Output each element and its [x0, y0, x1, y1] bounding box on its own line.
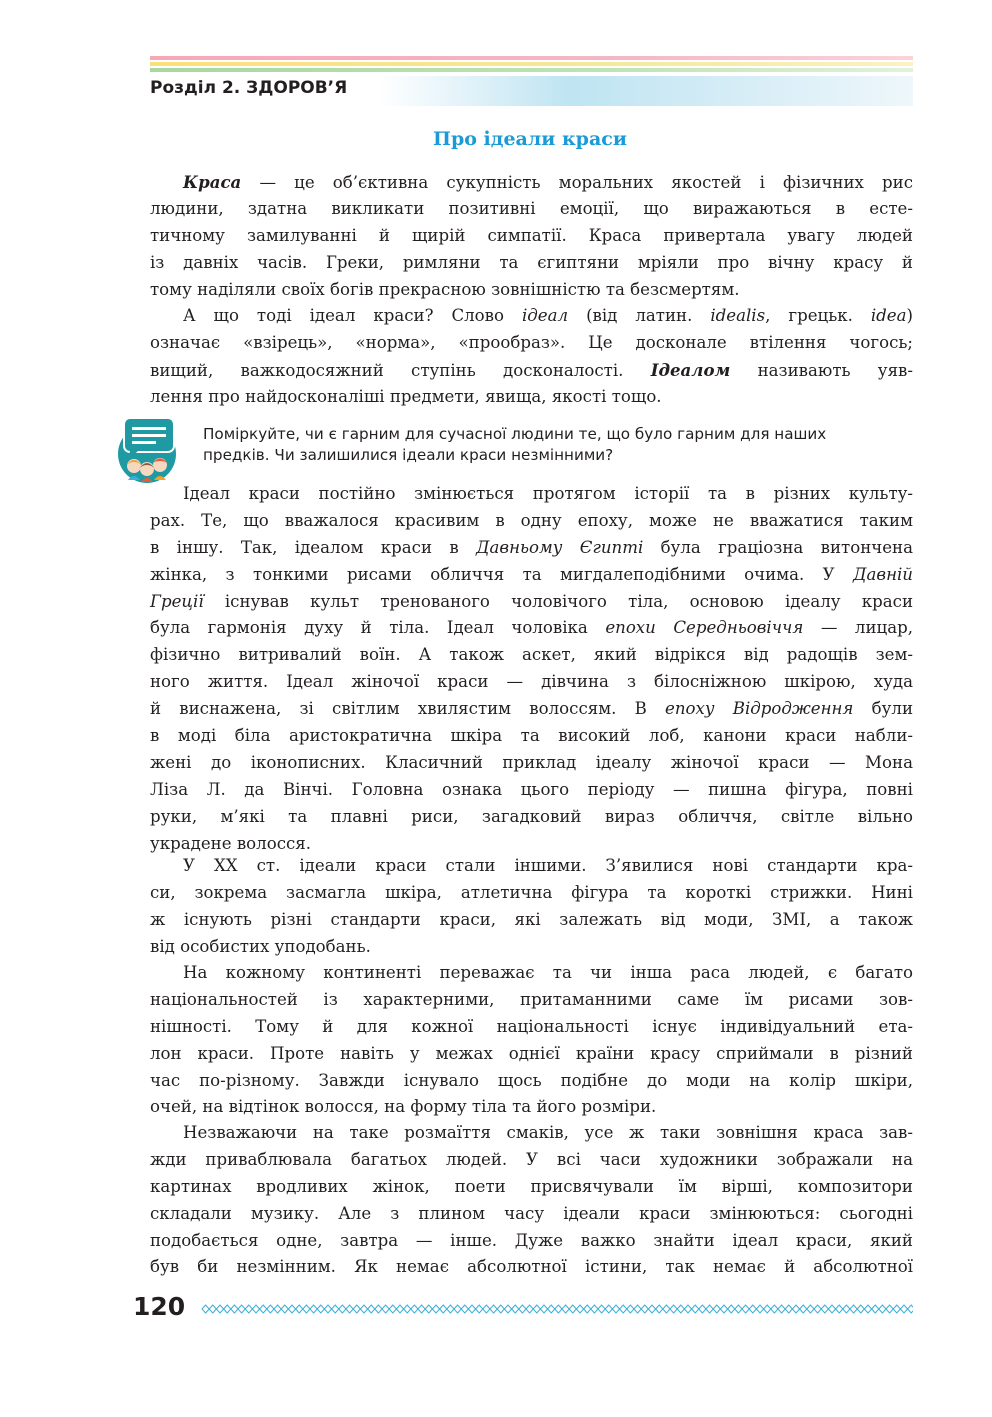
text-line: На кожному континенті переважає та чи інша раса людей, є багато [183, 963, 913, 982]
discussion-callout [116, 416, 916, 484]
text-line: й виснажена, зі світлим хвилястим волоссям. В епоху Відродження були [150, 699, 914, 719]
paragraph-1 [150, 169, 913, 303]
text-line: подобається одне, завтра — інше. Дуже важко знайти ідеал краси, який [150, 1230, 913, 1250]
page-number: 120 [133, 1292, 186, 1321]
text-line: складали музику. Але з плином часу ідеали краси змінюються: сьогодні [150, 1203, 913, 1223]
text-line: в моді біла аристократична шкіра та високий лоб, канони краси набли- [150, 726, 913, 746]
text-line: руки, м’які та плавні риси, загадковий вираз обличчя, світле вільно [150, 806, 913, 826]
text-line: означає «взірець», «норма», «прообраз». Це досконале втілення чогось; [150, 332, 913, 352]
text-line: ного життя. Ідеал жіночої краси — дівчина з білосніжною шкірою, худа [150, 672, 913, 692]
text-line: від особистих уподобань. [150, 936, 371, 956]
callout-line: Поміркуйте, чи є гарним для сучасної людини те, що було гарним для наших [203, 425, 827, 443]
text-line: фізично витривалий воїн. А також аскет, який відрікся від радощів зем- [150, 645, 913, 665]
page-footer [133, 1292, 923, 1332]
text-line: жені до іконописних. Класичний приклад ідеалу жіночої краси — Мона [150, 752, 913, 772]
text-line: очей, на відтінок волосся, на форму тіла та його розміри. [150, 1097, 657, 1117]
text-line: Краса — це об’єктивна сукупність моральних якостей і фізичних рис [183, 172, 913, 192]
footer-ornament [199, 1301, 913, 1317]
text-line: укрaдене волосся. [150, 833, 312, 853]
text-line: У ХХ ст. ідеали краси стали іншими. З’явилися нові стандарти кра- [183, 856, 913, 875]
text-line: нішності. Тому й для кожної національності існує індивідуальний ета- [150, 1016, 913, 1036]
paragraph-4 [150, 853, 913, 961]
discussion-icon [116, 416, 178, 484]
text-line: лон краси. Проте навіть у межах однієї країни красу сприймали в різний [150, 1043, 913, 1063]
text-line: в іншу. Так, ідеалом краси в Давньому Єгипті була граціозна витончена [150, 537, 914, 557]
text-line: була гармонія духу й тіла. Ідеал чоловіка епохи Середньовіччя — лицар, [150, 618, 913, 638]
text-line: жінка, з тонкими рисами обличчя та мигдалеподібними очима. У Давній [150, 564, 913, 584]
text-line: людини, здатна викликати позитивні емоції, що виражаються в есте- [150, 198, 913, 218]
text-line: Греції існував культ тренованого чоловічого тіла, основою ідеалу краси [150, 591, 913, 611]
text-line: Ліза Л. да Вінчі. Головна ознака цього періоду — пишна фігура, повні [150, 779, 913, 799]
paragraph-2 [150, 303, 913, 411]
text-line: си, зокрема засмагла шкіра, атлетична фігура та короткі стрижки. Нині [150, 882, 913, 902]
paragraph-3 [150, 481, 913, 857]
text-line: час по-різному. Завжди існувало щось подібне до моди на колір шкіри, [150, 1070, 913, 1090]
paragraph-6 [150, 1120, 913, 1281]
section-label: Розділ 2. ЗДОРОВ’Я [150, 78, 348, 98]
text-line: тому наділяли своїх богів прекрасною зовнішністю та безсмертям. [150, 279, 740, 299]
paragraph-5 [150, 960, 913, 1121]
header-stripe-yellow [150, 62, 913, 66]
text-line: Незважаючи на таке розмаїття смаків, усе ж таки зовнішня краса зав- [183, 1123, 913, 1142]
text-line: вищий, важкодосяжний ступінь досконалості. Ідеалом називають уяв- [150, 359, 913, 380]
text-line: національностей із характерними, притаманними саме їм рисами зов- [150, 989, 913, 1009]
article-title: Про ідеали краси [433, 128, 627, 150]
text-line: рах. Те, що вважалося красивим в одну епоху, може не вважатися таким [150, 510, 913, 530]
header-stripe-green [150, 68, 913, 72]
term-idealom: Ідеалом [650, 359, 731, 380]
text-line: А що тоді ідеал краси? Слово ідеал (від латин. idealis, грецьк. idea) [183, 306, 913, 325]
callout-line: предків. Чи залишилися ідеали краси незмінними? [203, 446, 614, 464]
text-line: із давніх часів. Греки, римляни та єгиптяни мріяли про вічну красу й [150, 252, 913, 272]
callout-text [203, 424, 915, 466]
text-line: ж існують різні стандарти краси, які залежать від моди, ЗМІ, а також [150, 909, 913, 929]
term-krasa: Краса [183, 172, 242, 192]
text-line: Ідеал краси постійно змінюється протягом історії та в різних культу- [183, 484, 913, 503]
text-line: тичному замилуванні й щирій симпатії. Краса привертала увагу людей [150, 225, 913, 245]
text-line: лення про найдосконаліші предмети, явища, якості тощо. [150, 386, 662, 406]
header-stripe-pink [150, 56, 913, 60]
text-line: картинах вродливих жінок, поети присвячували їм вірші, композитори [150, 1176, 913, 1196]
text-line: був би незмінним. Як немає абсолютної істини, так немає й абсолютної [150, 1257, 913, 1277]
text-line: жди приваблювала багатьох людей. У всі часи художники зображали на [150, 1149, 913, 1169]
section-title [150, 78, 347, 98]
header-decoration [150, 56, 913, 78]
